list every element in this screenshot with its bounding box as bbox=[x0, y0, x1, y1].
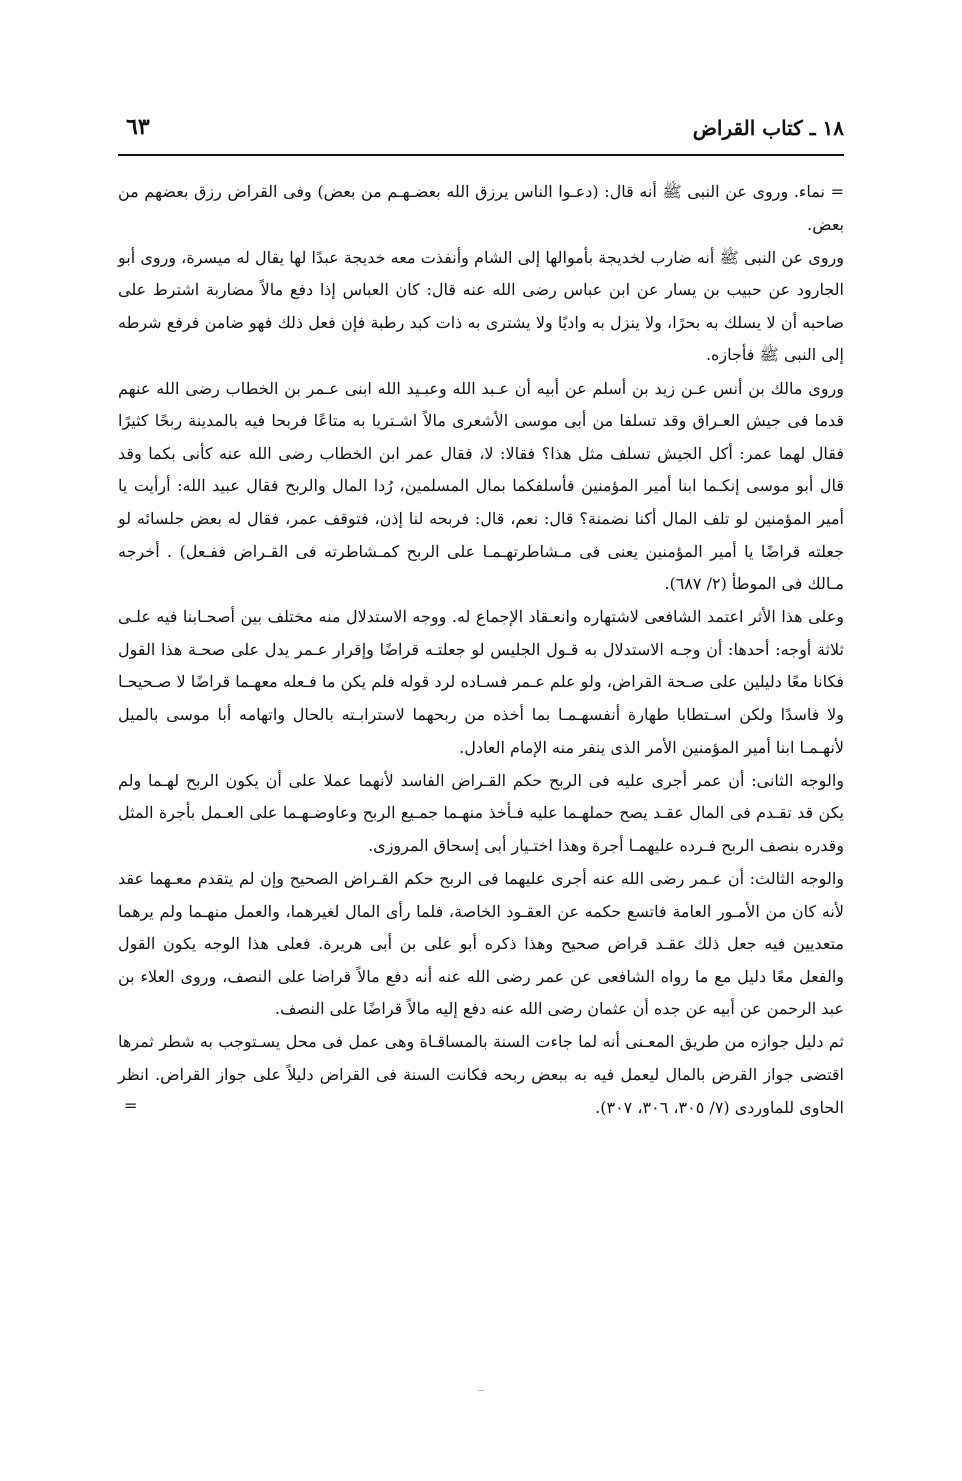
page bbox=[118, 102, 844, 1124]
chapter-title: ١٨ ـ كتاب القراض bbox=[692, 116, 844, 140]
header-rule bbox=[118, 154, 844, 156]
paragraph: وروى عن النبى ﷺ أنه ضارب لخديجة بأموالها إلى الشام وأنفذت معه خديجة عبدًا لها يقال له ميسرة، وروى أبو الجارود عن حبيب بن يسار عن ابن عباس رضى الله عنه قال: كان العباس إذا دفع مالاً مضاربة اشترط على صاحبه أن لا يسلك به بحرًا، ولا ينزل به واديًا ولا يشترى به ذات كبد رطبة فإن فعل ذلك فهو ضامن فرفع شرطه إلى النبى ﷺ فأجازه. bbox=[118, 247, 845, 365]
paragraph: وعلى هذا الأثر اعتمد الشافعى لاشتهاره وانعـقاد الإجماع له. ووجه الاستدلال منه مختلف بين أصحـابنا فيه علـى ثلاثة أوجه: أحدها: أن وجـه الاستدلال به قـول الجليس لو جعلتـه قراضًا وإقرار عـمر يدل على صحـة هذا القول فكانا معًا دليلين على صـحة القراض، ولو علم عـمر فسـاده لرد قوله فلم يكن ما فـعله معهـما قراضًا لا صـحيحـا ولا فاسدًا ولكن اسـتطابا طهارة أنفسهـمـا بما أخذه من ربحهما لاسترابـته بالحال واتهامه أبا موسى بالميل لأنهـمـا ابنا أمير المؤمنين الأمر الذى ينفر منه الإمام العادل. bbox=[118, 607, 844, 757]
footnote-body bbox=[118, 176, 844, 1124]
paragraph: ثم دليل جوازه من طريق المعـنى أنه لما جاءت السنة بالمساقـاة وهى عمل فى محل يسـتوجب به شطر ثمرها اقتضى جواز القرض بالمال ليعمل فيه به ببعض ربحه فكانت السنة فى القراض دليلاً على جواز القراض. انظر الحاوى للماوردى (٧/ ٣٠٥، ٣٠٦، ٣٠٧). bbox=[118, 1032, 844, 1117]
running-header bbox=[118, 102, 844, 154]
scan-artifact bbox=[478, 1390, 484, 1391]
page-number: ٦٣ bbox=[126, 114, 150, 140]
paragraph: وروى مالك بن أنس عـن زيد بن أسلم عن أبيه أن عـبد الله وعبـيد الله ابنى عـمر بن الخطاب رضى الله عنهم قدما فى جيش العـراق وقد تسلفا من أبى موسى الأشعرى مالاً اشـتريا به متاعًا فربحا فيه بالمدينة ربحًا كثيرًا فقال لهما عمر: أكل الجيش تسلف مثل هذا؟ فقالا: لا، فقال عمر ابن الخطاب رضى الله عنه كأنى بكما وقد قال أبو موسى إنكـما ابنا أمير المؤمنين فأسلفكما بمال المسلمين، رُدا المال والربح فقال عبيد الله: أرأيت يا أمير المؤمنين لو تلف المال أكنا نضمنة؟ قال: نعم، قال: فربحه لنا إذن، فتوقف عمر، فقال له بعض جلسائه لو جعلته قراضًا يا أمير المؤمنين يعنى فى مـشاطرتهـمـا على الربح كمـشاطرته فى القـراض ففـعل) . أخرجه مـالك فى الموطأ (٢/ ٦٨٧). bbox=[118, 378, 844, 594]
last-paragraph-wrapper bbox=[118, 1026, 844, 1124]
paragraph: والوجه الثانى: أن عمر أجرى عليه فى الربح حكم القـراض الفاسد لأنهما عملا على أن يكون الربح لهـما ولم يكن قد تقـدم فى المال عقـد يصح حملهـما عليه فـأخذ منهـما جمـيع الربح وعاوضـهـما على العـمل بأجرة المثل وقدره بنصف الربح فـرده عليهمـا أجرة وهذا اختـيار أبى إسحاق المروزى. bbox=[118, 770, 844, 855]
paragraph: = نماء. وروى عن النبى ﷺ أنه قال: (دعـوا الناس يرزق الله بعضـهـم من بعض) وفى القراض رزق بعضهم من بعض. bbox=[118, 182, 845, 234]
paragraph: والوجه الثالث: أن عـمر رضى الله عنه أجرى عليهما فى الربح حكم القـراض الصحيح وإن لم يتقدم معـهما عقد لأنه كان من الأمـور العامة فاتسع حكمه عن العقـود الخاصة، فلما رأى المال لغيرهما، والعمل منهـما ولم يرهما متعديين فيه جعل ذلك عقـد قراض صحيح وهذا ذكره أبو على بن أبى هريرة. فعلى هذا الوجه يكون القول والفعل معًا دليل مع ما رواه الشافعى عن عمر رضى الله عنه أنه دفع مالاً قراضا على النصف، وروى العلاء بن عبد الرحمن عن أبيه عن جده أن عثمان رضى الله عنه دفع إليه مالاً قراضًا على النصف. bbox=[118, 868, 845, 1019]
continuation-mark: = bbox=[124, 1095, 138, 1115]
